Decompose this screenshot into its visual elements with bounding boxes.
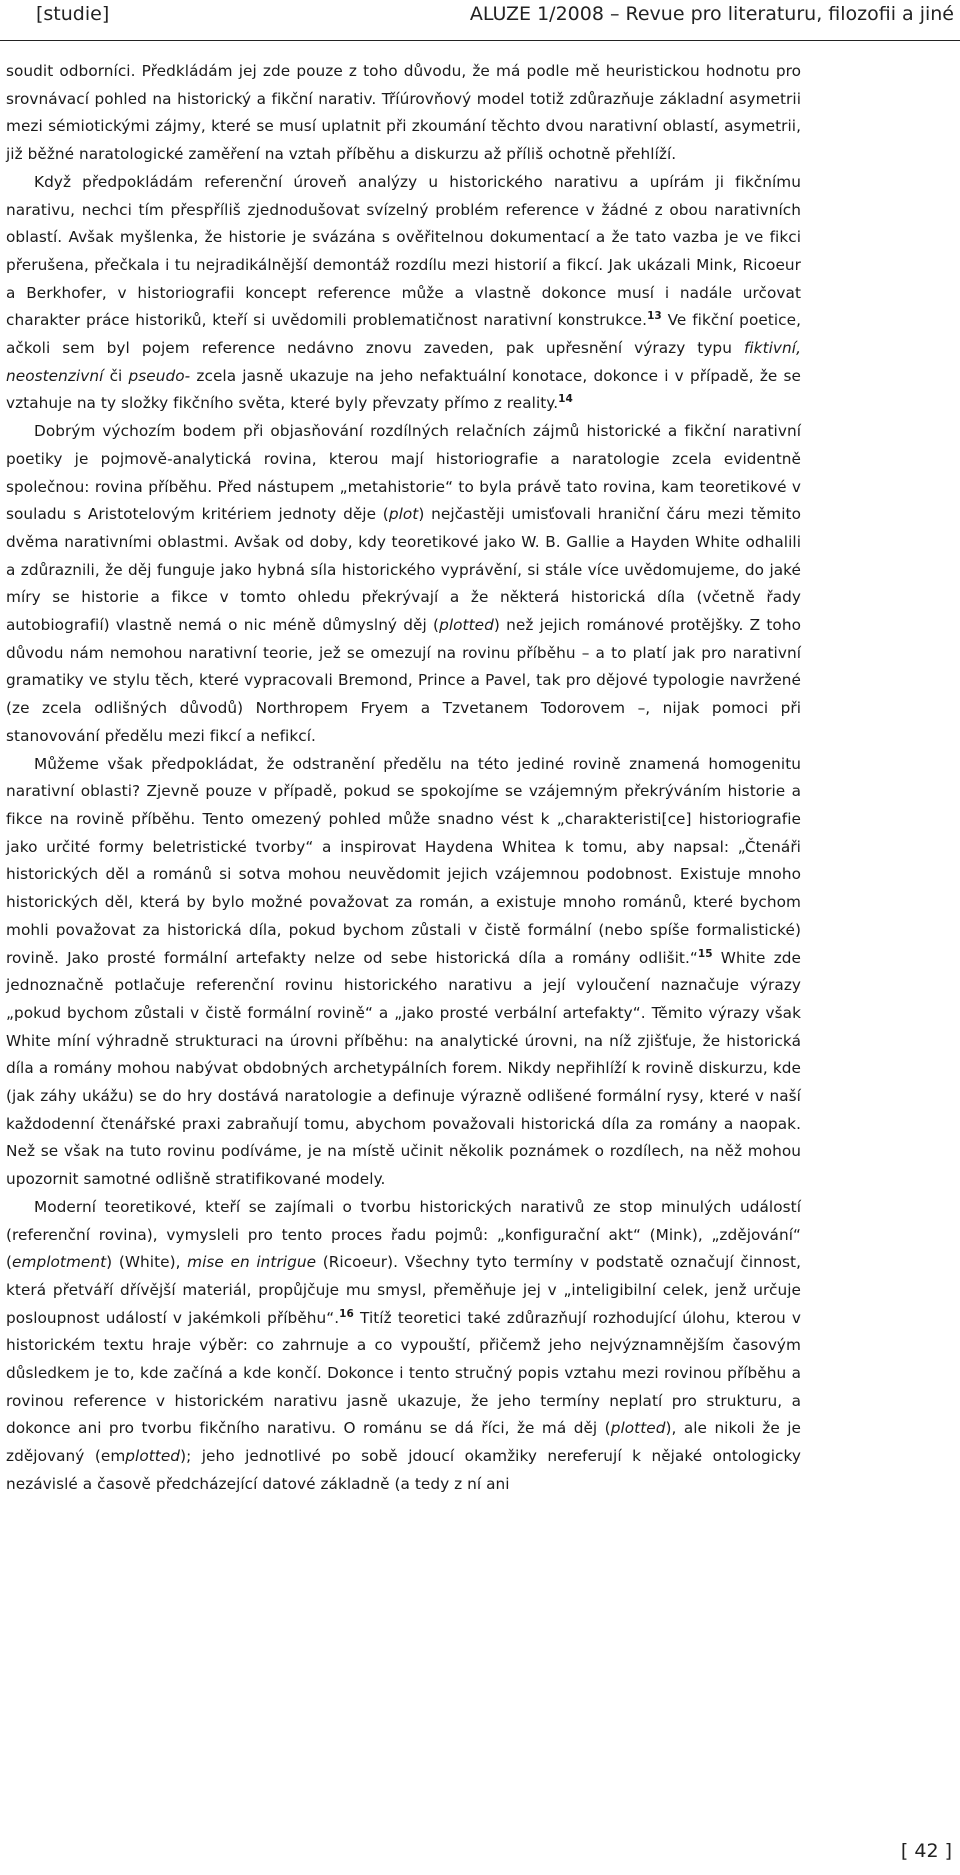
footnote-ref[interactable]: 14 — [558, 393, 573, 406]
text-run: Dobrým výchozím bodem při objasňování rozdílných relačních zájmů historické a fikční narativní poetiky je pojmově-analytická rovina, kterou mají historiografie a naratologie zcela evidentně společnou: rovina příběhu. Před nástupem „metahistorie“ to byla právě tato rovina, kam teoretikové v souladu s Aristotelovým kritériem jednoty děje ( — [6, 422, 801, 524]
footnote-ref[interactable]: 13 — [647, 310, 662, 323]
text-run: ); jeho jednotlivé po sobě jdoucí okamžiky nereferují k nějaké ontologicky nezávislé a časově předcházející datové základně (a tedy z ní ani — [6, 1447, 801, 1493]
text-run: Můžeme však předpokládat, že odstranění předělu na této jediné rovině znamená homogenitu narativní oblasti? Zjevně pouze v případě, pokud se spokojíme se vzájemným překrýváním historie a fikce na rovině příběhu. Tento omezený pohled může snadno vést k „charakteristi[ce] historiografie jako určité formy beletristické tvorby“ a inspirovat Haydena Whitea k tomu, aby napsal: „Čtenáři historických děl a románů si sotva mohou neuvědomit jejich vzájemnou podobnost. Existuje mnoho historických děl, která by bylo možné považovat za román, a existuje mnoho románů, které bychom mohli považovat za historická díla, pokud bychom zůstali v čistě formální (nebo spíše formalistické) rovině. Jako prosté formální artefakty nelze od sebe historická díla a romány odlišit.“ — [6, 754, 801, 967]
page-number: [ 42 ] — [900, 1840, 952, 1862]
paragraph — [6, 751, 801, 1194]
text-run: soudit odborníci. Předkládám jej zde pouze z toho důvodu, že má podle mě heuristickou hodnotu pro srovnávací pohled na historický a fikční narativ. Tříúrovňový model totiž zdůrazňuje základní asymetrii mezi sémiotickými zájmy, které se musí uplatnit při zkoumání těchto dvou narativní oblastí, asymetrii, již běžné naratologické zaměření na vztah příběhu a diskurzu až příliš ochotně přehlíží. — [6, 62, 801, 164]
running-header — [0, 0, 960, 41]
text-run: Titíž teoretici také zdůrazňují rozhodující úlohu, kterou v historickém textu hraje výběr: co zahrnuje a co vypouští, přičemž jeho nejvýznamnějším časovým důsledkem je to, kde začíná a kde končí. Dokonce i tento stručný popis vztahu mezi rovinou příběhu a rovinou reference v historickém narativu jasně ukazuje, že jeho termíny neplatí pro strukturu, a dokonce ani pro tvorbu fikčního narativu. O románu se dá říci, že má děj ( — [6, 1308, 802, 1438]
footnote-ref[interactable]: 16 — [339, 1307, 354, 1320]
italic-term: plotted — [125, 1447, 181, 1466]
italic-term: fiktivní, neostenzivní — [6, 339, 801, 385]
text-run: Moderní teoretikové, kteří se zajímali o tvorbu historických narativů ze stop minulých událostí (referenční rovina), vymysleli pro tento proces řadu pojmů: „konfigurační akt“ (Mink), „zdějování“ ( — [6, 1197, 801, 1272]
article-body — [6, 58, 801, 1499]
italic-term: pseudo- — [128, 366, 191, 385]
italic-term: plot — [388, 505, 419, 524]
text-run: White zde jednoznačně potlačuje referenční rovinu historického narativu a její vyloučení naznačuje výrazy „pokud bychom zůstali v čistě formální rovině“ a „jako prosté verbální artefakty“. Těmito výrazy však White míní výhradně strukturaci na úrovni příběhu: na analytické úrovni, na níž zjišťuje, že historická díla a romány mohou nabývat obdobných archetypálních forem. Nikdy nepřihlíží k rovině diskurzu, kde (jak záhy ukážu) se do hry dostává naratologie a definuje výrazně odlišené formální rysy, které v naší každodenní čtenářské praxi zabraňují tomu, abychom považovali historická díla za romány a naopak. Než se však na tuto rovinu podíváme, je na místě učinit několik poznámek o rozdílech, na něž mohou upozornit samotné odlišně stratifikované modely. — [6, 948, 801, 1189]
paragraph — [6, 418, 801, 750]
italic-term: plotted — [439, 616, 494, 635]
text-run: či — [103, 366, 129, 385]
text-run: Ve fikční poetice, ačkoli sem byl pojem reference nedávno znovu zaveden, pak upřesnění výrazy typu — [6, 311, 801, 358]
paragraph — [6, 58, 801, 169]
text-run: (Ricoeur). Všechny tyto termíny v podstatě označují činnost, která přetváří dřívější materiál, propůjčuje mu smysl, přeměňuje jej v „inteligibilní celek, jenž určuje posloupnost událostí v jakémkoli příběhu“. — [6, 1253, 801, 1327]
italic-term: emplotment — [12, 1253, 107, 1272]
text-run: zcela jasně ukazuje na jeho nefaktuální konotace, dokonce i v případě, že se vztahuje na ty složky fikčního světa, které byly převzaty přímo z reality. — [6, 366, 801, 413]
text-run: ), ale nikoli že je zdějovaný (em — [6, 1419, 801, 1466]
text-run: ) než jejich románové protějšky. Z toho důvodu nám nemohou narativní teorie, jež se omezují na rovinu příběhu – a to platí jak pro narativní gramatiky ve stylu těch, které vypracovali Bremond, Prince a Pavel, tak pro dějové typologie navržené (ze zcela odlišných důvodů) Northropem Fryem a Tzvetanem Todorovem –, nijak pomoci při stanovování předělu mezi fikcí a nefikcí. — [6, 616, 801, 745]
footnote-ref[interactable]: 15 — [697, 947, 713, 960]
paragraph — [6, 169, 801, 418]
text-run: ) (White), — [106, 1253, 188, 1272]
journal-title: ALUZE 1/2008 – Revue pro literaturu, filozofii a jiné — [469, 3, 954, 25]
italic-term: mise en intrigue — [187, 1253, 317, 1272]
text-run: ) nejčastěji umisťovali hraniční čáru mezi těmito dvěma narativními oblastmi. Avšak od doby, kdy teoretikové jako W. B. Gallie a Hayden White odhalili a zdůraznili, že děj funguje jako hybná síla historického vyprávění, si stále více uvědomujeme, do jaké míry se historie a fikce v tomto ohledu překrývají a že některá historická díla (včetně řady autobiografií) vlastně nemá o nic méně důmyslný děj ( — [6, 505, 801, 635]
text-run: Když předpokládám referenční úroveň analýzy u historického narativu a upírám ji fikčnímu narativu, nechci tím přespříliš zjednodušovat svízelný problém reference v žádné z obou narativních oblastí. Avšak myšlenka, že historie je svázána s ověřitelnou dokumentací a že tato vazba je ve fikci přerušena, přečkala i tu nejradikálnější demontáž rozdílu mezi historií a fikcí. Jak ukázali Mink, Ricoeur a Berkhofer, v historiografii koncept reference může a vlastně dokonce musí i nadále určovat charakter práce historiků, kteří si uvědomili problematičnost narativní konstrukce. — [6, 172, 801, 330]
section-label: [studie] — [36, 3, 110, 25]
italic-term: plotted — [610, 1419, 666, 1438]
paragraph — [6, 1194, 801, 1499]
